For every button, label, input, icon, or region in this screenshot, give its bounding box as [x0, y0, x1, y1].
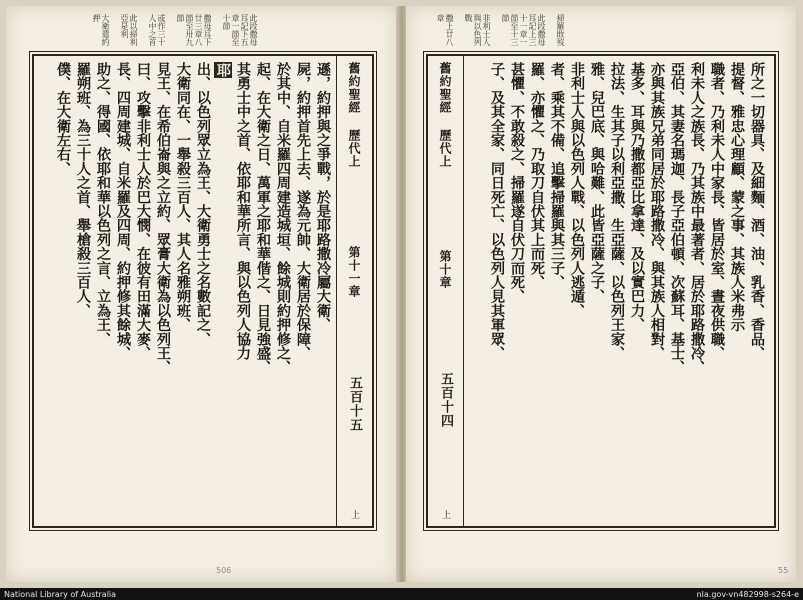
text-column: 者、乘其不備、追擊掃羅與其三子、 — [549, 62, 565, 290]
text-column: 提督、雅忠心理顧、蒙之事、其族人米弗示 — [729, 62, 745, 332]
text-column: 亞伯、其妻名瑪迦、長子亞伯頓、次蘇耳、基士、 — [669, 62, 685, 375]
text-column: 屍，約押首先上去、遂為元帥、大衛居於保障、 — [295, 62, 311, 361]
chapter-label: 第十一章 — [347, 246, 361, 298]
text-column: 大衛同在、一舉殺三百人、其人名雅朔班、 — [175, 62, 191, 332]
text-column: 長、四周建城、自米羅及四周、約押修其餘城、 — [115, 62, 131, 361]
text-column: 曰、攻擊非利士人於巴大憫、在彼有田滿大麥、 — [135, 62, 151, 361]
left-body-text — [42, 62, 332, 520]
page-number: 五百十五 — [347, 376, 362, 432]
running-title: 舊約聖經 歷代上 — [438, 62, 452, 168]
text-column: 僕、在大衛左右、 — [55, 62, 71, 176]
text-column: 利未人之族長、乃其族中最著者、居於耶路撒冷、 — [689, 62, 705, 375]
page-number: 五百十四 — [438, 371, 453, 428]
left-text-frame — [32, 54, 374, 528]
text-column: 非利士人與以色列人戰、以色列人逃遁、 — [569, 62, 585, 318]
text-column: 拉法、生其子以利亞撒、生亞薩、以色列王家、 — [609, 62, 625, 361]
pencil-mark: 55 — [778, 566, 789, 575]
right-page — [406, 6, 796, 582]
verse-marker: 耶 — [215, 63, 231, 78]
right-body-text — [468, 62, 766, 520]
text-column: 亦與其族兄弟同居於耶路撒冷、與其族人相對、 — [649, 62, 665, 361]
text-column: 於其中、自米羅四周建造城垣、餘城則約押修之、 — [275, 62, 291, 375]
margin-note: 大衛遣約押 — [92, 14, 110, 46]
margin-note: 撒母耳下廿三章八節至卅九節 — [176, 14, 212, 46]
text-column: 雅、兒巴底、與哈難、此皆亞薩之子、 — [589, 62, 605, 304]
margin-note: 此段撒母耳記下五章一節至十節 — [222, 14, 258, 46]
text-column: 甚懼、不敢殺之、掃羅遂自伏刀而死、 — [509, 62, 525, 304]
running-title: 舊約聖經 歷代上 — [347, 62, 361, 168]
text-column: 其勇士中之首、依耶和華所言、與以色列人協力 — [235, 62, 251, 361]
right-text-frame — [426, 54, 776, 528]
volume-mark: 上 — [349, 510, 359, 520]
margin-note: 或作三十人中之首 — [148, 14, 166, 46]
right-margin-notes — [436, 14, 565, 52]
text-column: 職者、乃利未人中家長、皆居於室、晝夜供職、 — [709, 62, 725, 361]
footer-bar — [0, 588, 803, 600]
text-column: 子、及其全家、同日死亡、以色列人見其軍眾、 — [489, 62, 505, 361]
margin-note: 撒上廿八章 — [436, 14, 454, 46]
text-column: 羅、亦懼之、乃取刀自伏其上而死、 — [529, 62, 545, 290]
text-column: 助之、得國、依耶和華以色列之言、立為王、 — [95, 62, 111, 346]
text-column: 所之一切器具、及細麵、酒、油、乳香、香品、 — [749, 62, 765, 361]
margin-note: 非利士人與以色列戰 — [464, 14, 491, 46]
left-page — [6, 6, 398, 582]
text-column — [214, 62, 232, 520]
text-column: 起、在大衛之日、萬軍之耶和華偕之、日見強盛、 — [255, 62, 271, 375]
text-column: 遜，約押與之爭戰，於是耶路撒冷屬大衛、 — [315, 62, 331, 332]
footer-source: National Library of Australia — [4, 589, 117, 599]
text-column: 見王、在希伯崙與之立約、眾膏大衛為以色列王、 — [155, 62, 171, 375]
footer-identifier: nla.gov-vn482998-s264-e — [696, 589, 799, 599]
text-column: 基多、耳與乃撒都亞比拿達、及以實巴力、 — [629, 62, 645, 332]
right-running-header — [428, 56, 464, 526]
left-running-header — [336, 56, 372, 526]
left-margin-notes — [92, 14, 258, 52]
pencil-mark: 506 — [216, 566, 232, 575]
margin-note: 此以掃利亞是利 — [120, 14, 138, 46]
volume-mark: 上 — [440, 509, 450, 520]
chapter-label: 第十章 — [438, 250, 452, 290]
text-column: 出、以色列眾立為王、大衛勇士之名數記之、 — [195, 62, 211, 346]
margin-note: 此段撒母耳記上三十一章一節至十三節 — [501, 14, 546, 46]
text-column: 羅朔班、為三十人之首、舉槍殺三百人、 — [75, 62, 91, 318]
margin-note: 掃羅敗歿 — [556, 14, 565, 46]
